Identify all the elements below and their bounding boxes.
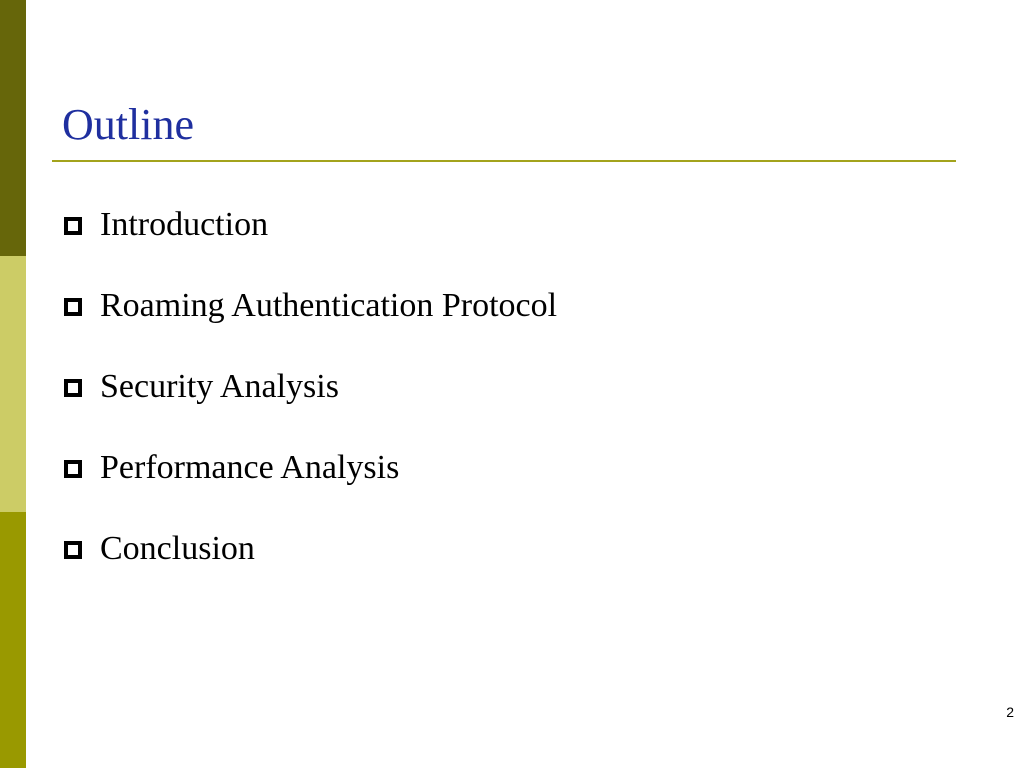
bullet-list [64,200,557,605]
bullet-item [64,281,557,362]
bullet-text: Introduction [100,206,269,243]
hollow-square-icon [64,379,82,397]
bullet-item [64,524,557,605]
bullet-item [64,443,557,524]
page-number: 2 [1006,704,1014,720]
side-bar-bottom [0,512,26,768]
title-underline [52,160,956,162]
bullet-item [64,200,557,281]
hollow-square-icon [64,460,82,478]
bullet-text: Performance Analysis [100,449,400,486]
side-bar-top [0,0,26,256]
hollow-square-icon [64,298,82,316]
side-bar-middle [0,256,26,512]
slide-title: Outline [62,100,194,149]
hollow-square-icon [64,541,82,559]
bullet-item [64,362,557,443]
bullet-text: Conclusion [100,530,255,567]
bullet-text: Security Analysis [100,368,339,405]
hollow-square-icon [64,217,82,235]
bullet-text: Roaming Authentication Protocol [100,287,558,324]
